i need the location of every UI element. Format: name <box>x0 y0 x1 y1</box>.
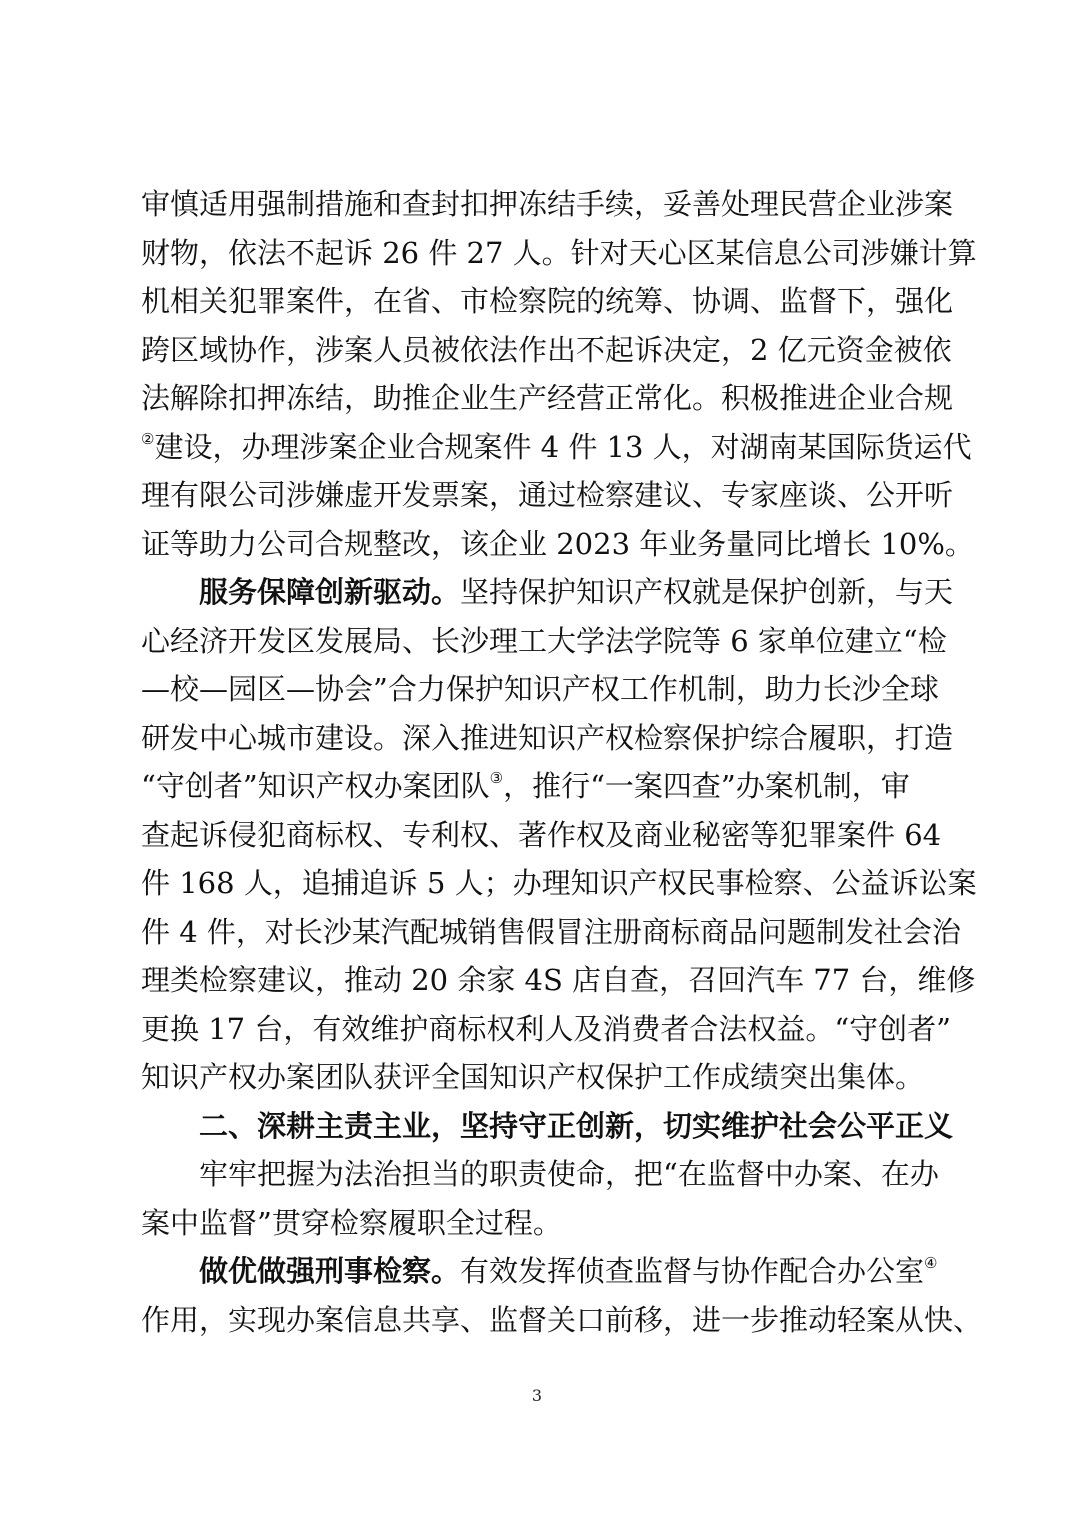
body-text <box>141 180 983 1344</box>
paragraph-lead: 服务保障创新驱动。 <box>199 575 461 609</box>
text-line: 查起诉侵犯商标权、专利权、著作权及商业秘密等犯罪案件 64 <box>141 817 942 852</box>
text-line: 理类检察建议，推动 20 余家 4S 店自查，召回汽车 77 台，维修 <box>141 963 976 997</box>
text-line: 研发中心城市建设。深入推进知识产权检察保护综合履职，打造 <box>141 720 954 755</box>
text-line: —校—园区—协会”合力保护知识产权工作机制，助力长沙全球 <box>141 672 939 706</box>
paragraph-start: 做优做强刑事检察。有效发挥侦查监督与协作配合办公室④ <box>199 1254 938 1288</box>
text-line: 件 4 件，对长沙某汽配城销售假冒注册商标商品问题制发社会治 <box>141 914 961 949</box>
text-line: “守创者”知识产权办案团队③，推行“一案四查”办案机制，审 <box>141 769 910 803</box>
text-line: ②建设，办理涉案企业合规案件 4 件 13 人，对湖南某国际货运代 <box>141 429 972 464</box>
paragraph-start: 服务保障创新驱动。坚持保护知识产权就是保护创新，与天 <box>199 575 954 609</box>
text-line: 件 168 人，追捕追诉 5 人；办理知识产权民事检察、公益诉讼案 <box>141 866 977 900</box>
text-line: 跨区域协作，涉案人员被依法作出不起诉决定，2 亿元资金被依 <box>141 332 952 367</box>
text-line: 知识产权办案团队获评全国知识产权保护工作成绩突出集体。 <box>141 1060 925 1094</box>
paragraph-lead: 做优做强刑事检察。 <box>199 1254 461 1288</box>
section-heading: 二、深耕主责主业，坚持守正创新，切实维护社会公平正义 <box>199 1108 954 1143</box>
footnote-marker: ③ <box>489 769 504 787</box>
text-line: 审慎适用强制措施和查封扣押冻结手续，妥善处理民营企业涉案 <box>141 187 954 221</box>
text-line: 心经济开发区发展局、长沙理工大学法学院等 6 家单位建立“检 <box>141 623 947 658</box>
text-line: 财物，依法不起诉 26 件 27 人。针对天心区某信息公司涉嫌计算 <box>141 235 977 270</box>
text-line: 证等助力公司合规整改，该企业 2023 年业务量同比增长 10%。 <box>141 526 974 561</box>
page-number: 3 <box>531 1386 543 1405</box>
footnote-marker: ④ <box>924 1254 938 1272</box>
paragraph-start: 牢牢把握为法治担当的职责使命，把“在监督中办案、在办 <box>199 1157 939 1191</box>
text-line: 机相关犯罪案件，在省、市检察院的统筹、协调、监督下，强化 <box>141 284 954 318</box>
footnote-marker: ② <box>141 429 155 448</box>
text-line: 法解除扣押冻结，助推企业生产经营正常化。积极推进企业合规 <box>141 381 954 415</box>
text-line: 更换 17 台，有效维护商标权利人及消费者合法权益。“守创者” <box>141 1011 951 1046</box>
text-line: 案中监督”贯穿检察履职全过程。 <box>141 1205 562 1240</box>
text-line: 作用，实现办案信息共享、监督关口前移，进一步推动轻案从快、 <box>141 1302 983 1337</box>
text-line: 理有限公司涉嫌虚开发票案，通过检察建议、专家座谈、公开听 <box>141 478 954 512</box>
